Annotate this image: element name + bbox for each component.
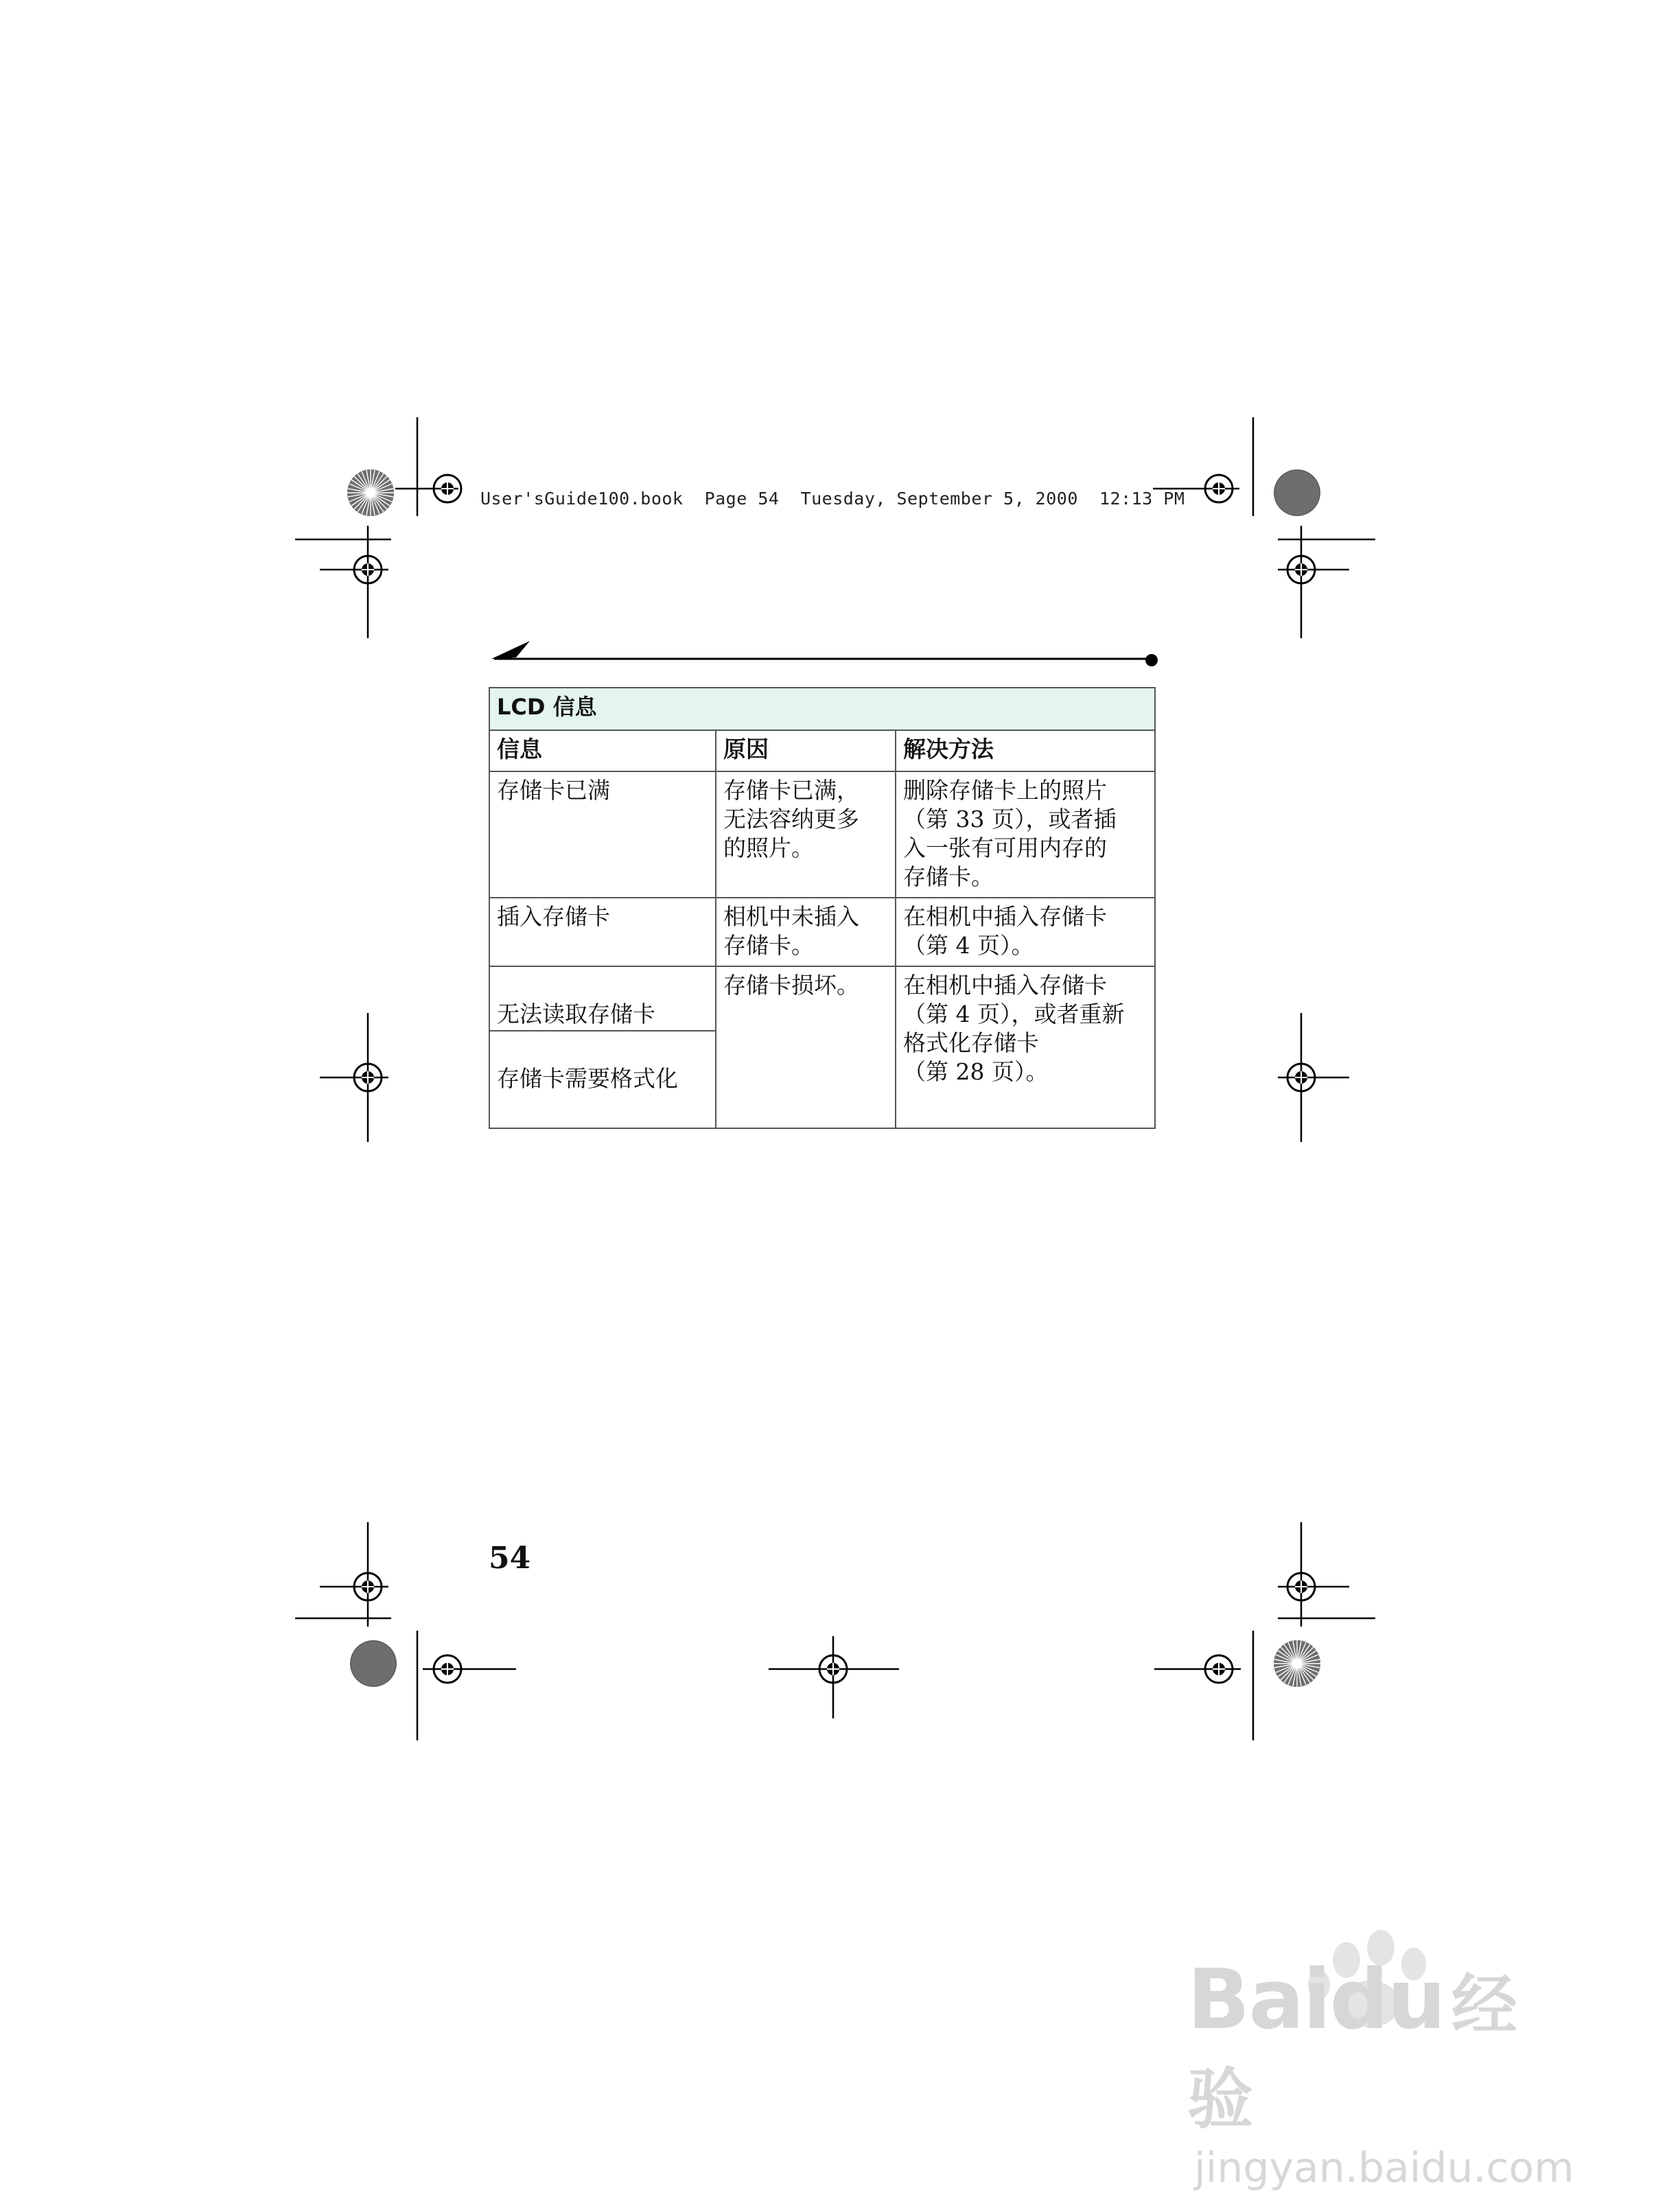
cell-message-secondary: 存储卡需要格式化 xyxy=(497,1065,678,1092)
column-header-cause: 原因 xyxy=(716,730,896,771)
cell-solution: 在相机中插入存储卡 （第 4 页），或者重新 格式化存储卡 （第 28 页）。 xyxy=(896,966,1155,1128)
cell-cause: 相机中未插入 存储卡。 xyxy=(716,898,896,966)
cell-cause: 存储卡已满， 无法容纳更多 的照片。 xyxy=(716,771,896,898)
cell-solution: 删除存储卡上的照片 （第 33 页），或者插 入一张有可用内存的 存储卡。 xyxy=(896,771,1155,898)
column-header-solution: 解决方法 xyxy=(896,730,1155,771)
watermark-brand-cn: 经验 xyxy=(1187,1967,1516,2138)
watermark-brand-latin: Baidu xyxy=(1187,1952,1445,2048)
cell-message: 无法读取存储卡 xyxy=(490,996,715,1031)
table-title: LCD 信息 xyxy=(489,688,1155,730)
watermark-brand xyxy=(1187,1952,1572,2144)
column-header-message: 信息 xyxy=(489,730,716,771)
print-info-line: User'sGuide100.book Page 54 Tuesday, September 5, 2000 12:13 PM xyxy=(480,489,1185,509)
cell-cause: 存储卡损坏。 xyxy=(716,966,896,1128)
page-number: 54 xyxy=(489,1541,531,1576)
table-row xyxy=(489,966,1155,1128)
watermark-url: jingyan.baidu.com xyxy=(1194,2144,1574,2192)
cell-solution: 在相机中插入存储卡 （第 4 页）。 xyxy=(896,898,1155,966)
table-row xyxy=(489,898,1155,966)
lcd-message-table xyxy=(489,687,1156,1129)
table-row xyxy=(489,771,1155,898)
baidu-watermark xyxy=(1187,1952,1574,2192)
cell-message-stack xyxy=(489,966,716,1128)
cell-message: 插入存储卡 xyxy=(489,898,716,966)
cell-message: 存储卡已满 xyxy=(489,771,716,898)
